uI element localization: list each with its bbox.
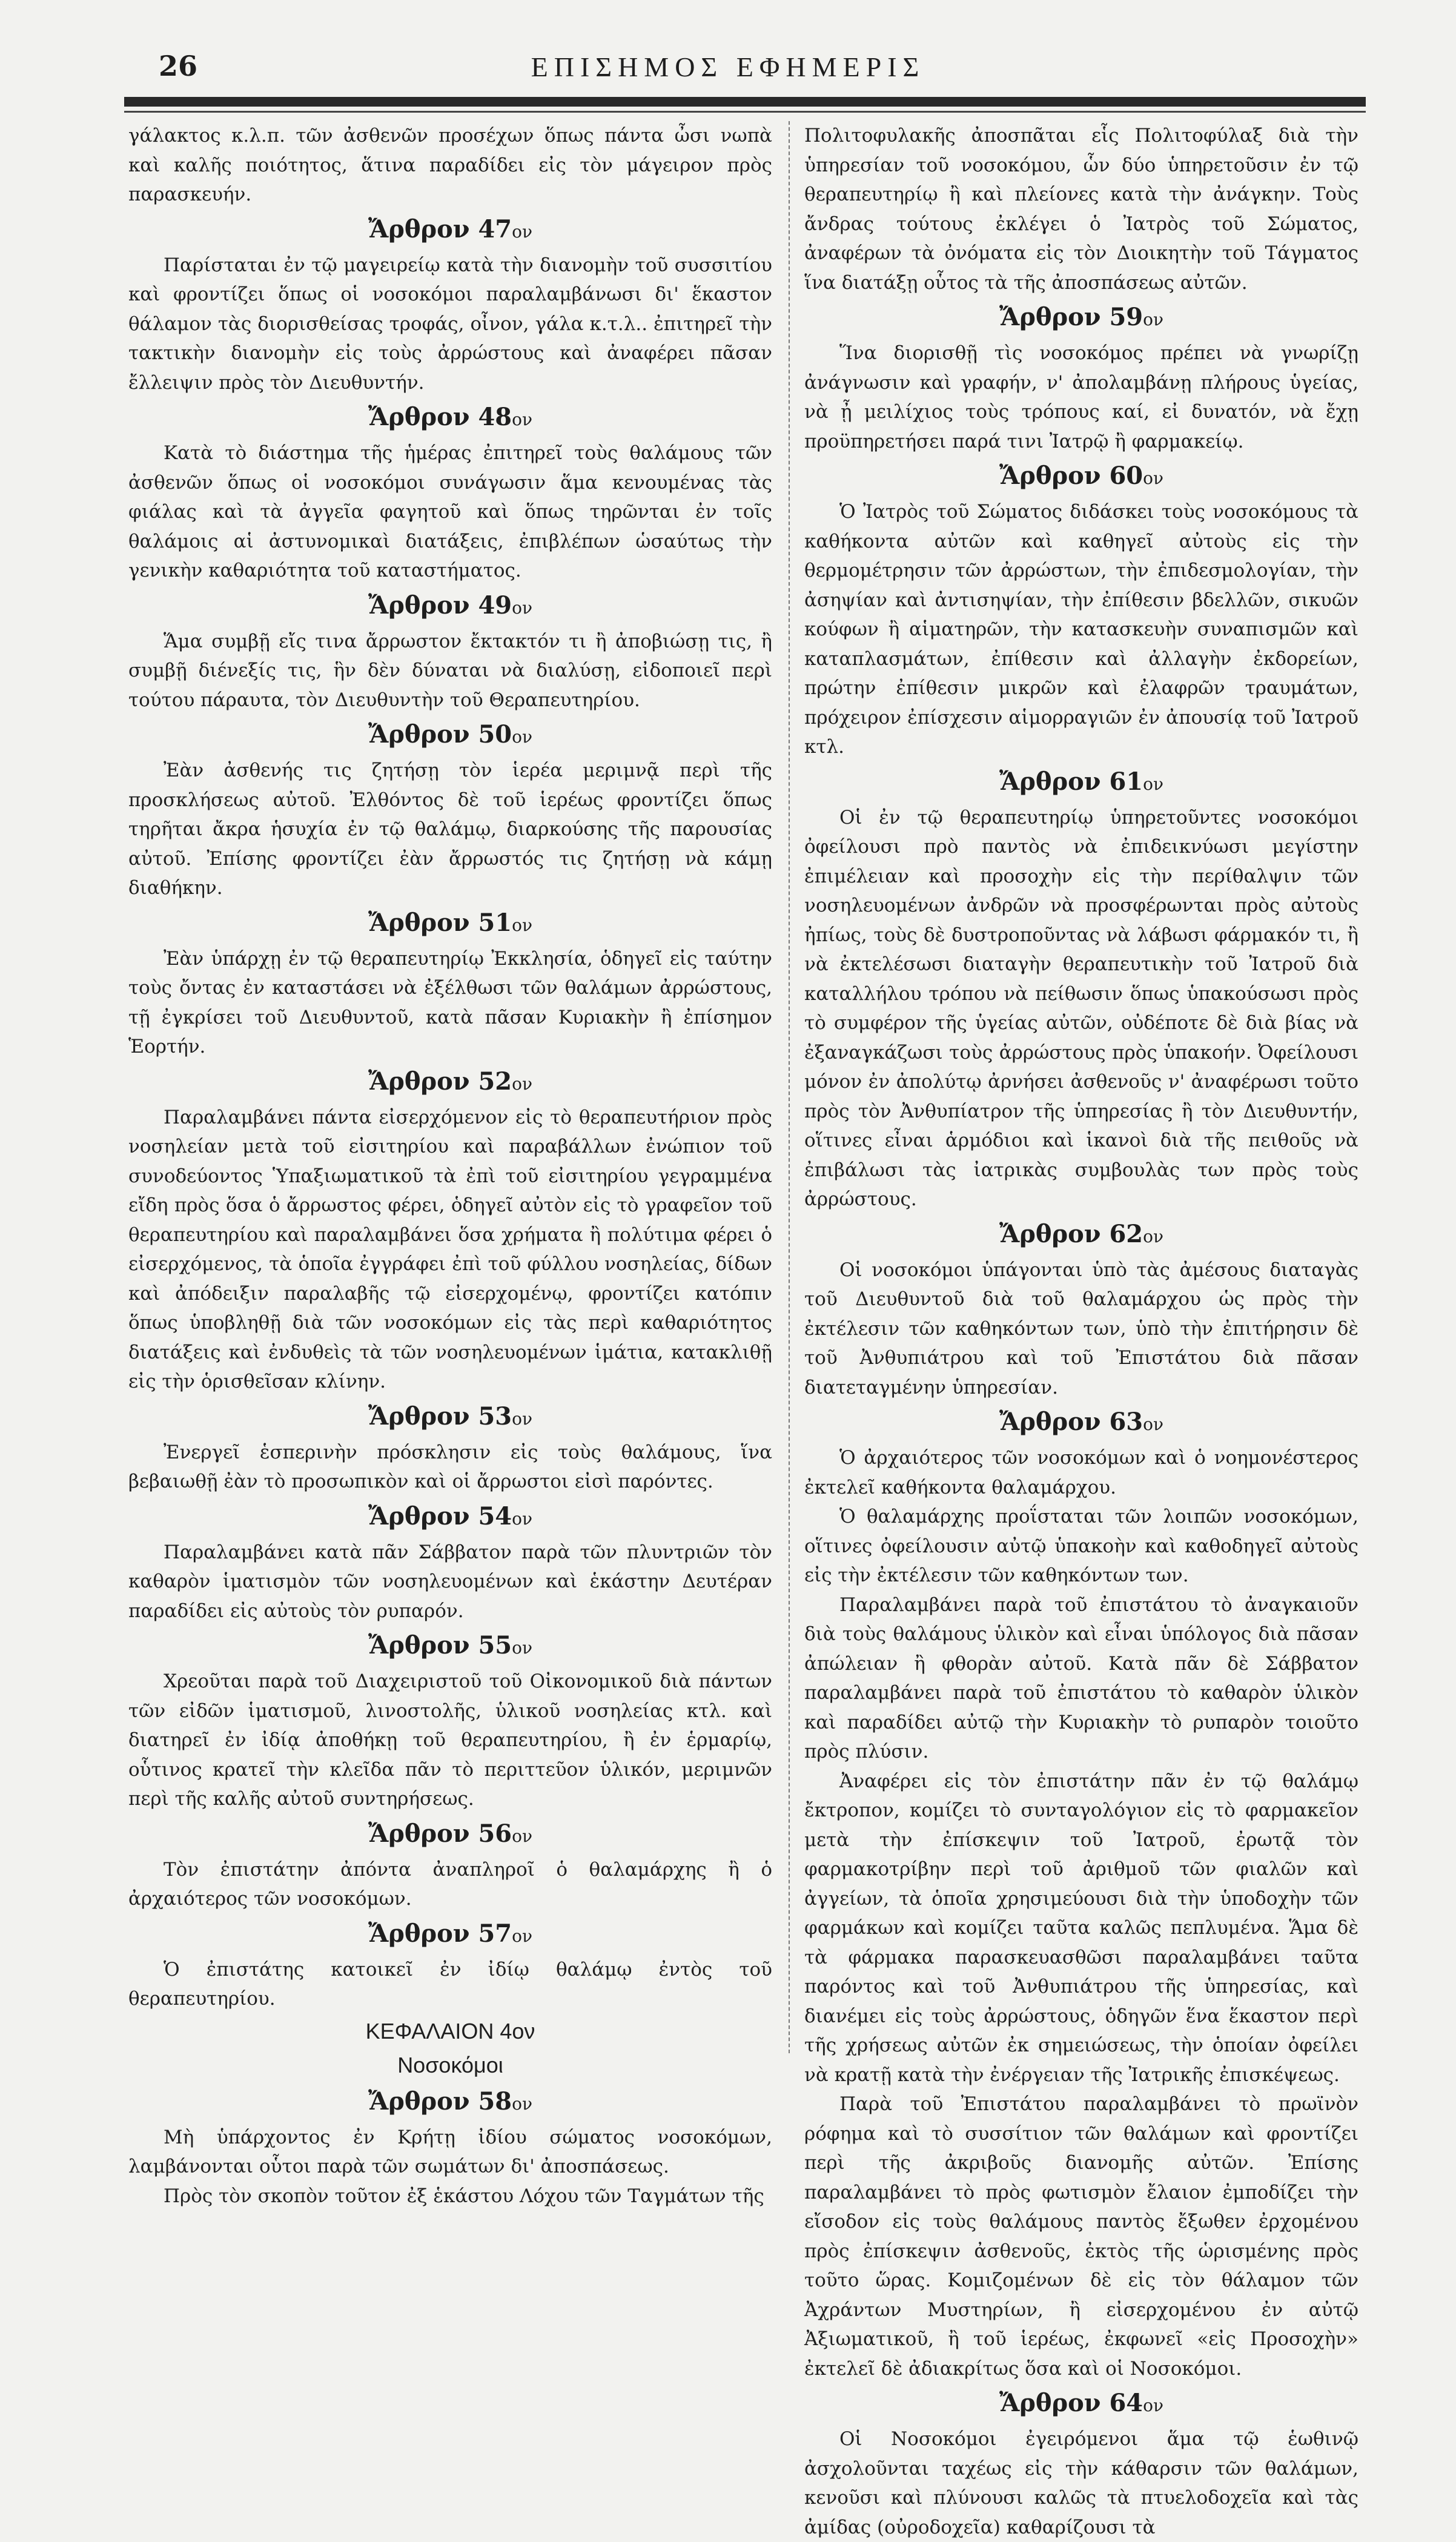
- right-column: [804, 121, 1358, 2542]
- gazette-title: ΕΠΙΣΗΜΟΣ ΕΦΗΜΕΡΙΣ: [531, 51, 925, 82]
- article-ordinal: ον: [512, 915, 533, 935]
- paragraph: γάλακτος κ.λ.π. τῶν ἀσθενῶν προσέχων ὅπως πάντα ὦσι νωπὰ καὶ καλῆς ποιότητος, ἅτινα παραδίδει εἰς τὸν μάγειρον πρὸς παρασκευήν.: [128, 125, 772, 205]
- article-heading: [128, 588, 772, 626]
- article-heading: [128, 1816, 772, 1854]
- article-heading: [804, 458, 1358, 496]
- article-heading: [804, 764, 1358, 802]
- article-heading: [128, 400, 772, 437]
- article-heading: [804, 300, 1358, 337]
- paragraph: Κατὰ τὸ διάστημα τῆς ἡμέρας ἐπιτηρεῖ τοὺς θαλάμους τῶν ἀσθενῶν ὅπως οἱ νοσοκόμοι συνάγωσιν ἅμα κενουμένας τὰς φιάλας καὶ τὰ ἀγγεῖα φαγητοῦ καὶ ὅπως τηρῶνται ἐν τοῖς θαλάμοις αἱ ἀστυνομικαὶ διατάξεις, ἐπιβλέπων ὡσαύτως τὴν γενικὴν καθαριότητα τοῦ καταστήματος.: [128, 442, 772, 581]
- article-heading: [128, 1064, 772, 1102]
- article-number: Ἄρθρον 47: [368, 214, 512, 243]
- chapter-title: Νοσοκόμοι: [397, 2052, 503, 2077]
- article-number: Ἄρθρον 49: [368, 591, 512, 620]
- article-number: Ἄρθρον 61: [999, 767, 1143, 796]
- paragraph: Παραλαμβάνει παρὰ τοῦ ἐπιστάτου τὸ ἀναγκαιοῦν διὰ τοὺς θαλάμους ὑλικὸν καὶ εἶναι ὑπόλογος διὰ πᾶσαν ἀπώλειαν ἢ φθορὰν αὐτοῦ. Κατὰ πᾶν δὲ Σάββατον παραλαμβάνει παρὰ τοῦ ἐπιστάτου τὸ καθαρὸν ὑλικὸν καὶ παραδίδει αὐτῷ τὴν Κυριακὴν τὸ ρυπαρὸν τοιοῦτο πρὸς πλύσιν.: [804, 1594, 1358, 1763]
- article-number: Ἄρθρον 59: [999, 303, 1143, 331]
- article-heading: [128, 1499, 772, 1537]
- article-number: Ἄρθρον 51: [368, 908, 512, 937]
- chapter-heading: ΚΕΦΑΛΑΙΟΝ 4ον: [365, 2018, 535, 2044]
- article-ordinal: ον: [512, 221, 533, 242]
- column-divider: [789, 121, 790, 2053]
- article-heading: [804, 1405, 1358, 1442]
- article-ordinal: ον: [512, 1508, 533, 1529]
- article-heading: [128, 1916, 772, 1954]
- header-rule-thin: [124, 111, 1366, 113]
- article-ordinal: ον: [512, 409, 533, 429]
- article-ordinal: ον: [1143, 773, 1164, 794]
- paragraph: Παραλαμβάνει πάντα εἰσερχόμενον εἰς τὸ θεραπευτήριον πρὸς νοσηλείαν μετὰ τοῦ εἰσιτηρίου καὶ παραβάλλων ἐνώπιον τοῦ συνοδεύοντος Ὑπαξιωματικοῦ τὰ ἐπὶ τοῦ εἰσιτηρίου γεγραμμένα εἴδη πρὸς ὅσα ὁ ἄρρωστος φέρει, ὁδηγεῖ αὐτὸν εἰς τὸ γραφεῖον τοῦ θεραπευτηρίου καὶ παραλαμβάνει ὅσα χρήματα ἢ πολύτιμα φέρει ὁ εἰσερχόμενος, τὰ ὁποῖα ἐγγράφει ἐπὶ τοῦ φύλλου νοσηλείας, δίδων καὶ ἀπόδειξιν παραλαβῆς τῷ εἰσερχομένῳ, φροντίζει κατόπιν ὅπως ὑποβληθῇ διὰ τῶν νοσοκόμων εἰς τὰς περὶ καθαριότητος διατάξεις καὶ ἐνδυθεὶς τὰ τῶν νοσηλευομένων ἱμάτια, κατακλιθῇ εἰς τὴν ὁρισθεῖσαν κλίνην.: [128, 1106, 772, 1392]
- paragraph: Ἐὰν ἀσθενής τις ζητήσῃ τὸν ἱερέα μεριμνᾷ περὶ τῆς προσκλήσεως αὐτοῦ. Ἐλθόντος δὲ τοῦ ἱερέως φροντίζει ὅπως τηρῆται ἄκρα ἡσυχία ἐν τῷ θαλάμῳ, διαρκούσης τῆς παρουσίας αὐτοῦ. Ἐπίσης φροντίζει ἐὰν ἄρρωστός τις ζητήσῃ νὰ κάμῃ διαθήκην.: [128, 760, 772, 899]
- article-number: Ἄρθρον 58: [368, 2087, 512, 2116]
- article-ordinal: ον: [1143, 1226, 1164, 1246]
- article-number: Ἄρθρον 60: [999, 462, 1143, 490]
- article-number: Ἄρθρον 50: [368, 720, 512, 749]
- article-number: Ἄρθρον 62: [999, 1219, 1143, 1248]
- article-ordinal: ον: [512, 597, 533, 618]
- paragraph: Παρὰ τοῦ Ἐπιστάτου παραλαμβάνει τὸ πρωϊνὸν ρόφημα καὶ τὸ συσσίτιον τῶν θαλάμων καὶ φροντίζει περὶ τῆς ἀκριβοῦς διανομῆς αὐτῶν. Ἐπίσης παραλαμβάνει τὸ πρὸς φωτισμὸν ἔλαιον ἐμποδίζει τὴν εἴσοδον εἰς τοὺς θαλάμους παντὸς ἔξωθεν ἐρχομένου πρὸς ἐπίσκεψιν ἀσθενοῦς, ἐκτὸς τῆς ὡρισμένης πρὸς τοῦτο ὥρας. Κομιζομένων δὲ εἰς τὸν θάλαμον τῶν Ἀχράντων Μυστηρίων, ἢ εἰσερχομένου ἐν αὐτῷ Ἀξιωματικοῦ, ἢ τοῦ ἱερέως, ἐκφωνεῖ «εἰς Προσοχὴν» ἐκτελεῖ δὲ ἀδιακρίτως ὅσα καὶ οἱ Νοσοκόμοι.: [804, 2093, 1358, 2380]
- article-ordinal: ον: [512, 1925, 533, 1946]
- paragraph: Ὁ θαλαμάρχης προΐσταται τῶν λοιπῶν νοσοκόμων, οἵτινες ὀφείλουσιν αὐτῷ ὑπακοὴν καὶ καθοδηγεῖ αὐτοὺς εἰς τὴν ἐκτέλεσιν τῶν καθηκόντων των.: [804, 1506, 1358, 1586]
- paragraph: Πολιτοφυλακῆς ἀποσπᾶται εἷς Πολιτοφύλαξ διὰ τὴν ὑπηρεσίαν τοῦ νοσοκόμου, ὧν δύο ὑπηρετοῦσιν ἐν τῷ θεραπευτηρίῳ ἢ καὶ πλείονες κατὰ τὴν ἀνάγκην. Τοὺς ἄνδρας τούτους ἐκλέγει ὁ Ἰατρὸς τοῦ Σώματος, ἀναφέρων τὰ ὀνόματα εἰς τὸν Διοικητὴν τοῦ Τάγματος ἵνα διατάξῃ οὗτος τὰ τῆς ἀποσπάσεως αὐτῶν.: [804, 125, 1358, 294]
- article-heading: [128, 212, 772, 250]
- paragraph: Τὸν ἐπιστάτην ἀπόντα ἀναπληροῖ ὁ θαλαμάρχης ἢ ὁ ἀρχαιότερος τῶν νοσοκόμων.: [128, 1858, 772, 1910]
- paragraph: Ὁ ἀρχαιότερος τῶν νοσοκόμων καὶ ὁ νοημονέστερος ἐκτελεῖ καθήκοντα θαλαμάρχου.: [804, 1447, 1358, 1498]
- left-column: [128, 121, 772, 2211]
- paragraph: Ἀναφέρει εἰς τὸν ἐπιστάτην πᾶν ἐν τῷ θαλάμῳ ἔκτροπον, κομίζει τὸ συνταγολόγιον εἰς τὸ φαρμακεῖον μετὰ τὴν ἐπίσκεψιν τοῦ Ἰατροῦ, ἐρωτᾷ τὸν φαρμακοτρίβην περὶ τοῦ ἀριθμοῦ τῶν φιαλῶν καὶ ἀγγείων, τὰ ὁποῖα χρησιμεύουσι διὰ τὴν ὑποδοχὴν τῶν φαρμάκων καὶ κομίζει ταῦτα καλῶς πεπλυμένα. Ἅμα δὲ τὰ φάρμακα παρασκευασθῶσι παραλαμβάνει ταῦτα παρόντος καὶ τοῦ Ἀνθυπιάτρου τῆς ὑπηρεσίας, καὶ διανέμει εἰς τοὺς ἀρρώστους, ὁδηγῶν ἕνα ἕκαστον περὶ τῆς χρήσεως αὐτῶν ἐκ σημειώσεως, τὴν ὁποίαν ὀφείλει νὰ κρατῇ κατὰ τὴν ἐνέργειαν τῆς Ἰατρικῆς ἐπισκέψεως.: [804, 1770, 1358, 2086]
- paragraph: Ἐὰν ὑπάρχῃ ἐν τῷ θεραπευτηρίῳ Ἐκκλησία, ὁδηγεῖ εἰς ταύτην τοὺς ὄντας ἐν καταστάσει νὰ ἐξέλθωσι τῶν θαλάμων ἀρρώστους, τῇ ἐγκρίσει τοῦ Διευθυντοῦ, κατὰ πᾶσαν Κυριακὴν ἢ ἐπίσημον Ἑορτήν.: [128, 947, 772, 1058]
- article-number: Ἄρθρον 57: [368, 1919, 512, 1948]
- header-rule: [124, 97, 1366, 107]
- article-number: Ἄρθρον 56: [368, 1819, 512, 1848]
- article-heading: [128, 717, 772, 755]
- article-ordinal: ον: [512, 727, 533, 747]
- article-ordinal: ον: [512, 1073, 533, 1094]
- article-heading: [804, 2386, 1358, 2423]
- paragraph: Ἅμα συμβῇ εἴς τινα ἄρρωστον ἔκτακτόν τι ἢ ἀποβιώσῃ τις, ἢ συμβῇ διένεξίς τις, ἣν δὲν δύναται νὰ διαλύσῃ, εἰδοποιεῖ περὶ τούτου πάραυτα, τὸν Διευθυντὴν τοῦ Θεραπευτηρίου.: [128, 630, 772, 711]
- paragraph: Χρεοῦται παρὰ τοῦ Διαχειριστοῦ τοῦ Οἰκονομικοῦ διὰ πάντων τῶν εἰδῶν ἱματισμοῦ, λινοστολῆς, ὑλικοῦ νοσηλείας κτλ. καὶ διατηρεῖ ἐν ἰδίᾳ ἀποθήκῃ τοῦ θεραπευτηρίου, ἢ ἐν ἑρμαρίῳ, οὗτινος κρατεῖ τὴν κλεῖδα πᾶν τὸ περιττεῦον ὑλικόν, μεριμνῶν περὶ τῆς καλῆς αὐτοῦ συντηρήσεως.: [128, 1670, 772, 1810]
- article-heading: [128, 1399, 772, 1437]
- article-number: Ἄρθρον 48: [368, 403, 512, 431]
- article-ordinal: ον: [512, 2093, 533, 2114]
- article-heading: [128, 905, 772, 943]
- article-ordinal: ον: [1143, 468, 1164, 488]
- paragraph: Ὁ ἐπιστάτης κατοικεῖ ἐν ἰδίῳ θαλάμῳ ἐντὸς τοῦ θεραπευτηρίου.: [128, 1958, 772, 2010]
- article-number: Ἄρθρον 54: [368, 1501, 512, 1531]
- article-number: Ἄρθρον 64: [999, 2389, 1143, 2417]
- paragraph: Παρίσταται ἐν τῷ μαγειρείῳ κατὰ τὴν διανομὴν τοῦ συσσιτίου καὶ φροντίζει ὅπως οἱ νοσοκόμοι παραλαμβάνωσι δι' ἕκαστον θάλαμον τὰς διορισθείσας τροφάς, οἶνον, γάλα κ.τ.λ.. ἐπιτηρεῖ τὴν τακτικὴν διανομὴν εἰς τοὺς ἀρρώστους καὶ ἀναφέρει πᾶσαν ἔλλειψιν πρὸς τὸν Διευθυντήν.: [128, 254, 772, 394]
- article-number: Ἄρθρον 63: [999, 1408, 1143, 1436]
- paragraph: Ἵνα διορισθῇ τὶς νοσοκόμος πρέπει νὰ γνωρίζῃ ἀνάγνωσιν καὶ γραφήν, ν' ἀπολαμβάνῃ πλήρους ὑγείας, νὰ ᾖ μειλίχιος τοὺς τρόπους καί, εἰ δυνατόν, νὰ ἔχῃ προϋπηρετήσει παρά τινι Ἰατρῷ ἢ φαρμακείῳ.: [804, 342, 1358, 452]
- paragraph: Οἱ Νοσοκόμοι ἐγειρόμενοι ἅμα τῷ ἑωθινῷ ἀσχολοῦνται ταχέως εἰς τὴν κάθαρσιν τῶν θαλάμων, κενοῦσι καὶ πλύνουσι καλῶς τὰ πτυελοδοχεῖα καὶ τὰς ἀμίδας (οὐροδοχεῖα) καθαρίζουσι τὰ: [804, 2428, 1358, 2538]
- article-number: Ἄρθρον 55: [368, 1631, 512, 1660]
- article-heading: [128, 1628, 772, 1666]
- paragraph: Ὁ Ἰατρὸς τοῦ Σώματος διδάσκει τοὺς νοσοκόμους τὰ καθήκοντα αὐτῶν καὶ καθηγεῖ αὐτοὺς εἰς τὴν θερμομέτρησιν τῶν ἀρρώστων, τὴν ἐπιδεσμολογίαν, τὴν ἀσηψίαν καὶ ἀντισηψίαν, τὴν ἐπίθεσιν βδελλῶν, σικυῶν κούφων ἢ αἱματηρῶν, τὴν κατασκευὴν συναπισμῶν καὶ καταπλασμάτων, ἐπίθεσιν καὶ ἀλλαγὴν ἐκδορείων, πρώτην ἐπίθεσιν μικρῶν καὶ ἐλαφρῶν τραυμάτων, πρόχειρον ἐπίσχεσιν αἱμορραγιῶν ἐν ἀπουσίᾳ τοῦ Ἰατροῦ κτλ.: [804, 501, 1358, 758]
- article-number: Ἄρθρον 52: [368, 1067, 512, 1096]
- article-ordinal: ον: [1143, 309, 1164, 329]
- paragraph: Οἱ νοσοκόμοι ὑπάγονται ὑπὸ τὰς ἀμέσους διαταγὰς τοῦ Διευθυντοῦ διὰ τοῦ θαλαμάρχου ὡς πρὸς τὴν ἐκτέλεσιν τῶν καθηκόντων των, ὑπὸ τὴν ἐπιτήρησιν δὲ τοῦ Ἀνθυπιάτρου καὶ τοῦ Ἐπιστάτου διὰ πᾶσαν διατεταγμένην ὑπηρεσίαν.: [804, 1259, 1358, 1398]
- article-ordinal: ον: [512, 1638, 533, 1658]
- article-ordinal: ον: [1143, 1414, 1164, 1434]
- page-number: 26: [159, 50, 198, 82]
- article-heading: [804, 1217, 1358, 1254]
- article-heading: [128, 2084, 772, 2122]
- paragraph: Ἐνεργεῖ ἑσπερινὴν πρόσκλησιν εἰς τοὺς θαλάμους, ἵνα βεβαιωθῇ ἐὰν τὸ προσωπικὸν καὶ οἱ ἄρρωστοι εἰσὶ παρόντες.: [128, 1441, 772, 1492]
- article-ordinal: ον: [512, 1408, 533, 1429]
- paragraph: Παραλαμβάνει κατὰ πᾶν Σάββατον παρὰ τῶν πλυντριῶν τὸν καθαρὸν ἱματισμὸν τῶν νοσηλευομένων καὶ ἑκάστην Δευτέραν παραδίδει εἰς αὐτοὺς τὸν ρυπαρόν.: [128, 1541, 772, 1622]
- paragraph: Πρὸς τὸν σκοπὸν τοῦτον ἐξ ἑκάστου Λόχου τῶν Ταγμάτων τῆς: [164, 2185, 764, 2207]
- article-ordinal: ον: [1143, 2395, 1164, 2415]
- paragraph: Οἱ ἐν τῷ θεραπευτηρίῳ ὑπηρετοῦντες νοσοκόμοι ὀφείλουσι πρὸ παντὸς νὰ ἐπιδεικνύωσι μεγίστην ἐπιμέλειαν καὶ προσοχὴν εἰς τὴν περίθαλψιν τῶν νοσηλευομένων ἀνδρῶν νὰ προσφέρωνται πρὸς αὐτοὺς ἠπίως, τοὺς δὲ δυστροποῦντας νὰ λάβωσι φάρμακόν τι, ἢ νὰ ἐκτελέσωσι διαταγὴν θεραπευτικὴν τοῦ Ἰατροῦ διὰ καταλλήλου τρόπου νὰ πείθωσιν ὅπως ὑπακούσωσι πρὸς τὸ συμφέρον τῆς ὑγείας αὐτῶν, οὐδέποτε δὲ διὰ βίας νὰ ἐξαναγκάζωσι τοὺς ἀρρώστους πρὸς ὑπακοήν. Ὀφείλουσι μόνον ἐν ἀπολύτῳ ἀρνήσει ἀσθενοῦς ν' ἀναφέρωσι τοῦτο πρὸς τὸν Ἀνθυπίατρον τῆς ὑπηρεσίας ἢ τὸν Διευθυντήν, οἵτινες εἶναι ἁρμόδιοι καὶ ἱκανοὶ διὰ τῆς πειθοῦς νὰ ἐπιβάλωσι τὰς ἰατρικὰς συμβουλὰς των πρὸς τοὺς ἀρρώστους.: [804, 806, 1358, 1210]
- paragraph: Μὴ ὑπάρχοντος ἐν Κρήτῃ ἰδίου σώματος νοσοκόμων, λαμβάνονται οὗτοι παρὰ τῶν σωμάτων δι' ἀποσπάσεως.: [128, 2126, 772, 2177]
- article-ordinal: ον: [512, 1825, 533, 1846]
- article-number: Ἄρθρον 53: [368, 1402, 512, 1431]
